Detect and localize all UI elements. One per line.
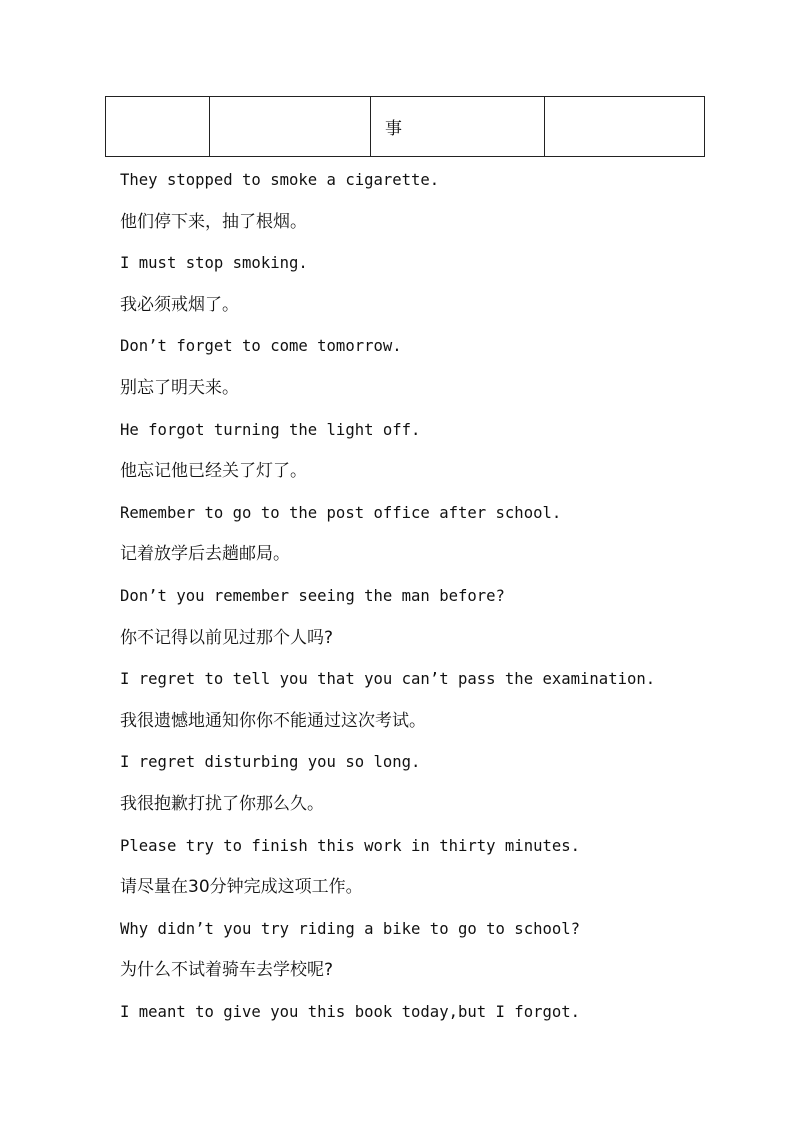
english-sentence: Please try to finish this work in thirty minutes.	[120, 836, 581, 855]
chinese-translation: 你不记得以前见过那个人吗?	[120, 627, 334, 648]
table-cell	[210, 97, 371, 157]
chinese-translation: 别忘了明天来。	[120, 377, 239, 398]
example-sentences	[120, 166, 770, 1039]
english-sentence: I meant to give you this book today,but I forgot.	[120, 1002, 581, 1021]
chinese-translation: 请尽量在30分钟完成这项工作。	[120, 877, 363, 898]
english-sentence: Don’t you remember seeing the man before?	[120, 586, 505, 605]
english-sentence: They stopped to smoke a cigarette.	[120, 171, 440, 189]
chinese-translation: 他忘记他已经关了灯了。	[120, 461, 307, 482]
english-sentence: Remember to go to the post office after school.	[120, 503, 562, 522]
english-sentence: He forgot turning the light off.	[120, 420, 421, 439]
english-sentence: Why didn’t you try riding a bike to go to school?	[120, 919, 581, 938]
chinese-translation: 我很抱歉打扰了你那么久。	[120, 793, 324, 814]
english-sentence: Don’t forget to come tomorrow.	[120, 337, 402, 356]
english-sentence: I regret to tell you that you can’t pass the examination.	[120, 670, 656, 689]
chinese-translation: 为什么不试着骑车去学校呢?	[120, 960, 334, 981]
table-cell	[545, 97, 705, 157]
chinese-translation: 他们停下来，抽了根烟。	[120, 211, 307, 232]
chinese-translation: 我必须戒烟了。	[120, 294, 239, 315]
table-row	[106, 97, 705, 157]
english-sentence: I regret disturbing you so long.	[120, 753, 421, 772]
table-cell	[106, 97, 210, 157]
chinese-translation: 记着放学后去趟邮局。	[120, 544, 290, 565]
grammar-table	[105, 96, 705, 157]
english-sentence: I must stop smoking.	[120, 254, 308, 273]
chinese-translation: 我很遗憾地通知你你不能通过这次考试。	[120, 710, 426, 731]
table-cell: 事	[371, 97, 545, 157]
